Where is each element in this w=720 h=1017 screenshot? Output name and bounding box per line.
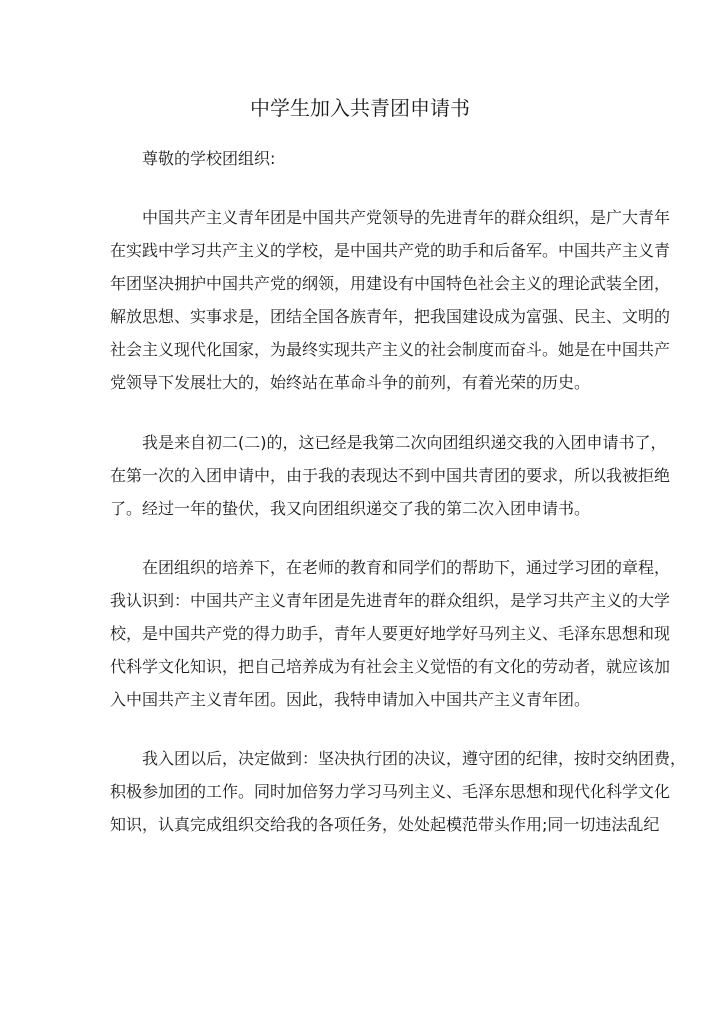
paragraph-3-line: 入中国共产主义青年团。因此，我特申请加入中国共产主义青年团。	[110, 690, 591, 709]
paragraph-4-line: 知识，认真完成组织交给我的各项任务，处处起模范带头作用;同一切违法乱纪	[110, 815, 660, 834]
paragraph-1-line: 中国共产主义青年团是中国共产党领导的先进青年的群众组织，是广大青年	[142, 208, 671, 227]
paragraph-2-line: 在第一次的入团申请中，由于我的表现达不到中国共青团的要求，所以我被拒绝	[110, 466, 671, 485]
paragraph-1-line: 社会主义现代化国家，为最终实现共产主义的社会制度而奋斗。她是在中国共产	[110, 340, 671, 359]
paragraph-2-line: 我是来自初二(二)的，这已经是我第二次向团组织递交我的入团申请书了，	[142, 433, 667, 452]
paragraph-3-line: 校，是中国共产党的得力助手，青年人要更好地学好马列主义、毛泽东思想和现	[110, 624, 671, 643]
paragraph-4-line: 我入团以后，决定做到：坚决执行团的决议，遵守团的纪律，按时交纳团费，	[142, 749, 687, 768]
paragraph-4-line: 积极参加团的工作。同时加倍努力学习马列主义、毛泽东思想和现代化科学文化	[110, 782, 671, 801]
paragraph-1-line: 年团坚决拥护中国共产党的纲领，用建设有中国特色社会主义的理论武装全团，	[110, 274, 671, 293]
paragraph-1-line: 解放思想、实事求是，团结全国各族青年，把我国建设成为富强、民主、文明的	[110, 307, 671, 326]
document-title: 中学生加入共青团申请书	[250, 96, 470, 120]
paragraph-1-line: 在实践中学习共产主义的学校，是中国共产党的助手和后备军。中国共产主义青	[110, 241, 671, 260]
salutation: 尊敬的学校团组织:	[142, 149, 276, 168]
paragraph-3-line: 代科学文化知识，把自己培养成为有社会主义觉悟的有文化的劳动者，就应该加	[110, 657, 671, 676]
paragraph-3-line: 我认识到：中国共产主义青年团是先进青年的群众组织，是学习共产主义的大学	[110, 591, 671, 610]
paragraph-1-line: 党领导下发展壮大的，始终站在革命斗争的前列，有着光荣的历史。	[110, 373, 591, 392]
paragraph-2-line: 了。经过一年的蛰伏，我又向团组织递交了我的第二次入团申请书。	[110, 499, 591, 518]
paragraph-3-line: 在团组织的培养下，在老师的教育和同学们的帮助下，通过学习团的章程，	[142, 558, 671, 577]
